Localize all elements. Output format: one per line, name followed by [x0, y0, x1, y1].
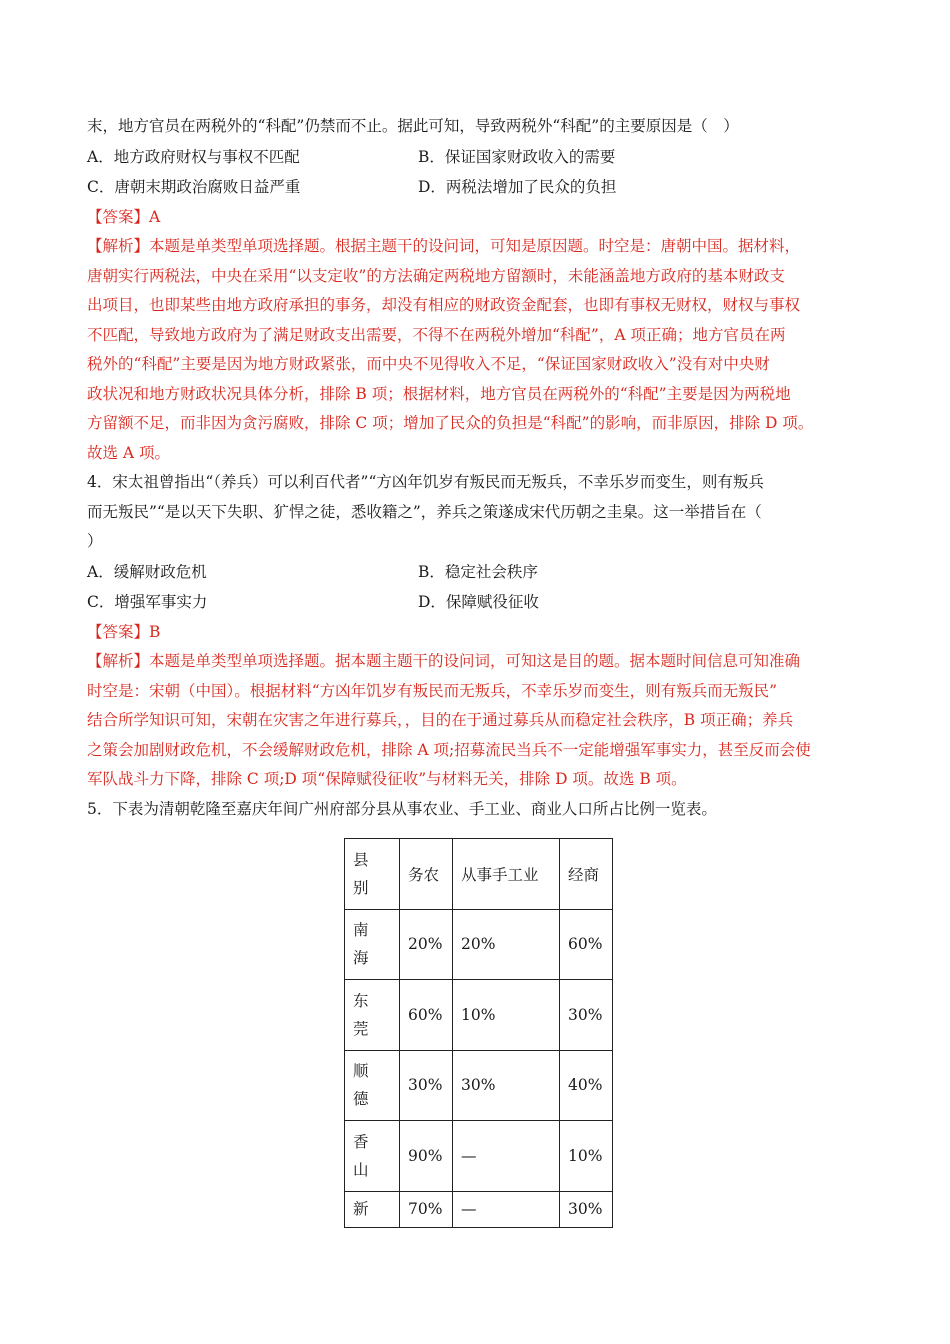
q3-explanation-line: 不匹配，导致地方政府为了满足财政支出需要，不得不在两税外增加“科配”，A 项正确；地方官员在两 [87, 325, 786, 344]
q3-explanation-line: 政状况和地方财政状况具体分析，排除 B 项；根据材料，地方官员在两税外的“科配”主要是因为两税地 [87, 384, 791, 403]
county-cell [345, 909, 400, 980]
q3-answer: 【答案】A [87, 207, 161, 226]
q3-explanation-line: 【解析】本题是单类型单项选择题。根据主题干的设问词，可知是原因题。时空是：唐朝中国。据材料， [87, 237, 801, 255]
q4-explanation-line: 之策会加剧财政危机，不会缓解财政危机，排除 A 项;招募流民当兵不一定能增强军事实力，甚至反而会使 [87, 740, 811, 759]
q3-option-b: B．保证国家财政收入的需要 [418, 147, 616, 166]
table-row [345, 1191, 613, 1227]
q3-explanation-line: 故选 A 项。 [87, 443, 171, 462]
q3-option-a: A．地方政府财权与事权不匹配 [87, 147, 300, 166]
commerce-cell: 40% [560, 1050, 613, 1121]
q3-explanation-line: 方留额不足，而非因为贪污腐败，排除 C 项；增加了民众的负担是“科配”的影响，而非原因，排除 D 项。 [87, 414, 814, 432]
q4-explanation-line: 【解析】本题是单类型单项选择题。据本题主题干的设问词，可知这是目的题。据本题时间信息可知准确 [87, 652, 801, 670]
header-agriculture: 务农 [400, 839, 453, 910]
agriculture-cell: 60% [400, 980, 453, 1051]
q4-options-row-2 [87, 587, 877, 618]
q4-explanation [87, 647, 877, 795]
commerce-cell: 30% [560, 1191, 613, 1227]
header-county [345, 839, 400, 910]
q4-stem-line: ） [87, 532, 103, 550]
table-row [345, 980, 613, 1051]
q4-options-row-1 [87, 557, 877, 588]
county-text: 南海 [353, 921, 369, 968]
county-text: 香山 [353, 1132, 369, 1179]
county-cell [345, 980, 400, 1051]
q4-stem-line: 4．宋太祖曾指出“（养兵）可以利百代者”“方凶年饥岁有叛民而无叛兵，不幸乐岁而变生，则有叛兵 [87, 473, 764, 491]
q3-options-row-1 [87, 142, 877, 173]
q4-explanation-line: 军队战斗力下降，排除 C 项;D 项“保障赋役征收”与材料无关，排除 D 项。故选 B 项。 [87, 770, 687, 788]
agriculture-cell: 90% [400, 1121, 453, 1192]
q3-stem-end: 末，地方官员在两税外的“科配”仍禁而不止。据此可知，导致两税外“科配”的主要原因是（ ） [87, 117, 739, 135]
table-header-row [345, 839, 613, 910]
table-row [345, 1050, 613, 1121]
q4-stem-line: 而无叛民”“是以天下失职、犷悍之徒，悉收籍之”，养兵之策遂成宋代历朝之圭臬。这一举措旨在（ [87, 502, 762, 521]
q3-explanation [87, 232, 877, 468]
county-cell [345, 1121, 400, 1192]
q3-explanation-line: 出项目，也即某些由地方政府承担的事务，却没有相应的财政资金配套，也即有事权无财权，财权与事权 [87, 296, 801, 314]
county-text: 顺德 [353, 1062, 369, 1109]
q4-option-c: C．增强军事实力 [87, 593, 208, 611]
q4-answer: 【答案】B [87, 622, 161, 641]
handicraft-cell: — [453, 1121, 560, 1192]
table-row [345, 909, 613, 980]
county-cell [345, 1050, 400, 1121]
q4-option-a: A．缓解财政危机 [87, 562, 207, 581]
q3-explanation-line: 唐朝实行两税法，中央在采用“以支定收”的方法确定两税地方留额时，未能涵盖地方政府的基本财政支 [87, 266, 785, 285]
county-text: 县别 [353, 850, 369, 897]
q3-options-row-2 [87, 172, 877, 203]
commerce-cell: 60% [560, 909, 613, 980]
commerce-cell: 10% [560, 1121, 613, 1192]
commerce-cell: 30% [560, 980, 613, 1051]
agriculture-cell: 20% [400, 909, 453, 980]
header-commerce: 经商 [560, 839, 613, 910]
handicraft-cell: 20% [453, 909, 560, 980]
county-cell: 新 [345, 1191, 400, 1227]
q3-option-c: C．唐朝末期政治腐败日益严重 [87, 178, 301, 196]
q5-stem: 5．下表为清朝乾隆至嘉庆年间广州府部分县从事农业、手工业、商业人口所占比例一览表。 [87, 799, 717, 818]
handicraft-cell: 30% [453, 1050, 560, 1121]
county-text: 东莞 [353, 991, 369, 1038]
q4-explanation-line: 时空是：宋朝（中国）。根据材料“方凶年饥岁有叛民而无叛兵，不幸乐岁而变生，则有叛兵而无叛民” [87, 681, 778, 700]
agriculture-cell: 70% [400, 1191, 453, 1227]
header-handicraft: 从事手工业 [453, 839, 560, 910]
q3-explanation-line: 税外的“科配”主要是因为地方财政紧张，而中央不见得收入不足，“保证国家财政收入”没有对中央财 [87, 355, 770, 373]
q4-option-b: B．稳定社会秩序 [418, 562, 538, 581]
q4-option-d: D．保障赋役征收 [418, 593, 539, 611]
population-ratio-table [344, 838, 613, 1228]
document-page [87, 112, 877, 824]
handicraft-cell: 10% [453, 980, 560, 1051]
q4-explanation-line: 结合所学知识可知，宋朝在灾害之年进行募兵，，目的在于通过募兵从而稳定社会秩序，B 项正确；养兵 [87, 711, 794, 729]
agriculture-cell: 30% [400, 1050, 453, 1121]
handicraft-cell: — [453, 1191, 560, 1227]
table-row [345, 1121, 613, 1192]
q3-option-d: D．两税法增加了民众的负担 [418, 178, 617, 196]
